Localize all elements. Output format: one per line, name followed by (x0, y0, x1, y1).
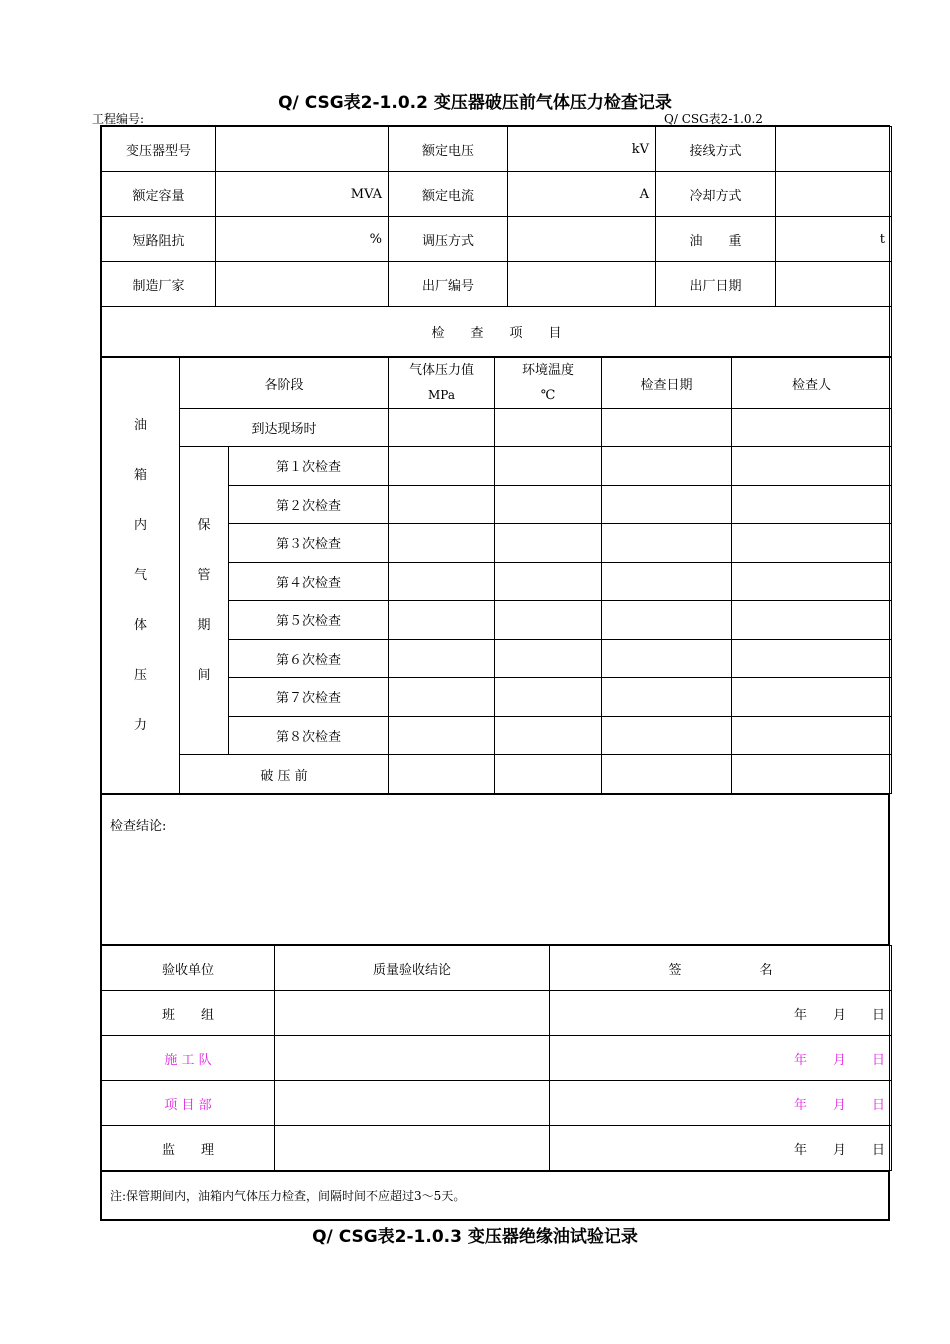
temp-cell[interactable] (495, 485, 602, 524)
record-table (100, 125, 890, 1221)
date-cell[interactable] (602, 639, 732, 678)
rated-capacity-value[interactable]: MVA (216, 172, 389, 217)
storage-label (180, 447, 229, 755)
oil-weight-label: 油 重 (656, 217, 776, 262)
form-code: Q/ CSG表2-1.0.2 (664, 112, 763, 126)
table-row (102, 409, 892, 447)
check-label: 第６次检查 (229, 639, 389, 678)
model-label: 变压器型号 (102, 127, 216, 172)
date-cell[interactable] (602, 485, 732, 524)
check-items-header: 检 查 项 目 (102, 307, 892, 357)
model-value[interactable] (216, 127, 389, 172)
impedance-value[interactable]: % (216, 217, 389, 262)
table-row (102, 447, 892, 486)
page-title: Q/ CSG表2-1.0.2 变压器破压前气体压力检查记录 (278, 93, 672, 113)
rated-current-label: 额定电流 (389, 172, 508, 217)
serial-no-label: 出厂编号 (389, 262, 508, 307)
date-cell[interactable] (602, 447, 732, 486)
storage-char: 保 (197, 517, 211, 533)
sign-date-cell[interactable]: 年 月 日 (550, 1036, 892, 1081)
side-char: 内 (133, 517, 147, 533)
temp-cell[interactable] (495, 755, 602, 794)
rated-capacity-label: 额定容量 (102, 172, 216, 217)
quality-cell[interactable] (275, 1081, 550, 1126)
side-char: 力 (133, 717, 147, 733)
cooling-value[interactable] (776, 172, 892, 217)
pressure-cell[interactable] (389, 716, 495, 755)
side-char: 气 (133, 567, 147, 583)
next-title: Q/ CSG表2-1.0.3 变压器绝缘油试验记录 (312, 1227, 638, 1247)
date-cell[interactable] (602, 562, 732, 601)
acceptance-unit-name: 项 目 部 (102, 1081, 275, 1126)
tap-mode-label: 调压方式 (389, 217, 508, 262)
date-cell[interactable] (602, 716, 732, 755)
rated-voltage-label: 额定电压 (389, 127, 508, 172)
rated-voltage-value[interactable]: kV (508, 127, 656, 172)
conclusion-cell[interactable] (102, 795, 889, 945)
temp-cell[interactable] (495, 639, 602, 678)
pressure-unit: MPa (428, 388, 455, 402)
conclusion-label: 检查结论: (110, 819, 167, 834)
table-row (102, 755, 892, 794)
acceptance-unit-name: 班 组 (102, 991, 275, 1036)
sign-date-cell[interactable]: 年 月 日 (550, 1081, 892, 1126)
temp-cell[interactable] (495, 716, 602, 755)
date-cell[interactable] (602, 755, 732, 794)
temp-header-text: 环境温度 (522, 363, 575, 378)
cooling-label: 冷却方式 (656, 172, 776, 217)
side-char: 体 (133, 617, 147, 633)
inspector-cell[interactable] (732, 755, 892, 794)
project-no-label: 工程编号: (92, 112, 145, 126)
inspector-cell[interactable] (732, 447, 892, 486)
side-char: 压 (133, 667, 147, 683)
check-label: 第５次检查 (229, 601, 389, 640)
acceptance-body (102, 946, 892, 1171)
sign-date-cell[interactable]: 年 月 日 (550, 1126, 892, 1171)
date-cell[interactable] (602, 678, 732, 717)
acceptance-unit-name: 施 工 队 (102, 1036, 275, 1081)
sign-header: 签 名 (550, 946, 892, 991)
unit-header: 验收单位 (102, 946, 275, 991)
side-label (102, 358, 180, 794)
pressure-cell[interactable] (389, 562, 495, 601)
factory-date-value[interactable] (776, 262, 892, 307)
date-cell[interactable] (602, 524, 732, 563)
quality-cell[interactable] (275, 991, 550, 1036)
acceptance-row (102, 991, 892, 1036)
inspector-header: 检查人 (732, 358, 892, 409)
check-label: 第４次检查 (229, 562, 389, 601)
tap-mode-value[interactable] (508, 217, 656, 262)
connection-label: 接线方式 (656, 127, 776, 172)
temp-cell[interactable] (495, 562, 602, 601)
connection-value[interactable] (776, 127, 892, 172)
pressure-cell[interactable] (389, 447, 495, 486)
storage-char: 管 (197, 567, 211, 583)
date-cell[interactable] (602, 601, 732, 640)
serial-no-value[interactable] (508, 262, 656, 307)
sign-date-cell[interactable]: 年 月 日 (550, 991, 892, 1036)
inspector-cell[interactable] (732, 485, 892, 524)
acceptance-row (102, 1081, 892, 1126)
check-label: 第８次检查 (229, 716, 389, 755)
acceptance-row (102, 1036, 892, 1081)
oil-weight-value[interactable]: t (776, 217, 892, 262)
temp-cell[interactable] (495, 524, 602, 563)
side-char: 油 (133, 417, 147, 433)
quality-header: 质量验收结论 (275, 946, 550, 991)
acceptance-row (102, 1126, 892, 1171)
storage-char: 期 (197, 617, 211, 633)
storage-char: 间 (197, 667, 211, 683)
pressure-cell[interactable] (389, 678, 495, 717)
side-char: 箱 (133, 467, 147, 483)
inspector-cell[interactable] (732, 601, 892, 640)
rated-current-value[interactable]: A (508, 172, 656, 217)
temp-cell[interactable] (495, 447, 602, 486)
manufacturer-label: 制造厂家 (102, 262, 216, 307)
check-label: 第２次检查 (229, 485, 389, 524)
inspector-cell[interactable] (732, 409, 892, 447)
inspector-cell[interactable] (732, 639, 892, 678)
manufacturer-value[interactable] (216, 262, 389, 307)
impedance-label: 短路阻抗 (102, 217, 216, 262)
factory-date-label: 出厂日期 (656, 262, 776, 307)
stage-header: 各阶段 (180, 358, 389, 409)
inspector-cell[interactable] (732, 524, 892, 563)
inspector-cell[interactable] (732, 678, 892, 717)
pressure-header (389, 358, 495, 409)
arrival-label: 到达现场时 (180, 409, 389, 447)
check-label: 第７次检查 (229, 678, 389, 717)
acceptance-unit-name: 监 理 (102, 1126, 275, 1171)
quality-cell[interactable] (275, 1036, 550, 1081)
pressure-cell[interactable] (389, 601, 495, 640)
temp-unit: ℃ (540, 388, 556, 403)
inspector-cell[interactable] (732, 562, 892, 601)
pressure-cell[interactable] (389, 409, 495, 447)
check-label: 第３次检查 (229, 524, 389, 563)
pressure-cell[interactable] (389, 755, 495, 794)
check-label: 第１次检查 (229, 447, 389, 486)
date-cell[interactable] (602, 409, 732, 447)
inspector-cell[interactable] (732, 716, 892, 755)
pressure-cell[interactable] (389, 485, 495, 524)
temp-cell[interactable] (495, 601, 602, 640)
quality-cell[interactable] (275, 1126, 550, 1171)
pressure-header-text: 气体压力值 (409, 363, 475, 378)
before-break-label: 破 压 前 (180, 755, 389, 794)
temp-header (495, 358, 602, 409)
temp-cell[interactable] (495, 678, 602, 717)
pressure-cell[interactable] (389, 524, 495, 563)
temp-cell[interactable] (495, 409, 602, 447)
check-body (102, 358, 892, 794)
date-header: 检查日期 (602, 358, 732, 409)
note: 注:保管期间内，油箱内气体压力检查，间隔时间不应超过3～5天。 (102, 1172, 889, 1220)
pressure-cell[interactable] (389, 639, 495, 678)
